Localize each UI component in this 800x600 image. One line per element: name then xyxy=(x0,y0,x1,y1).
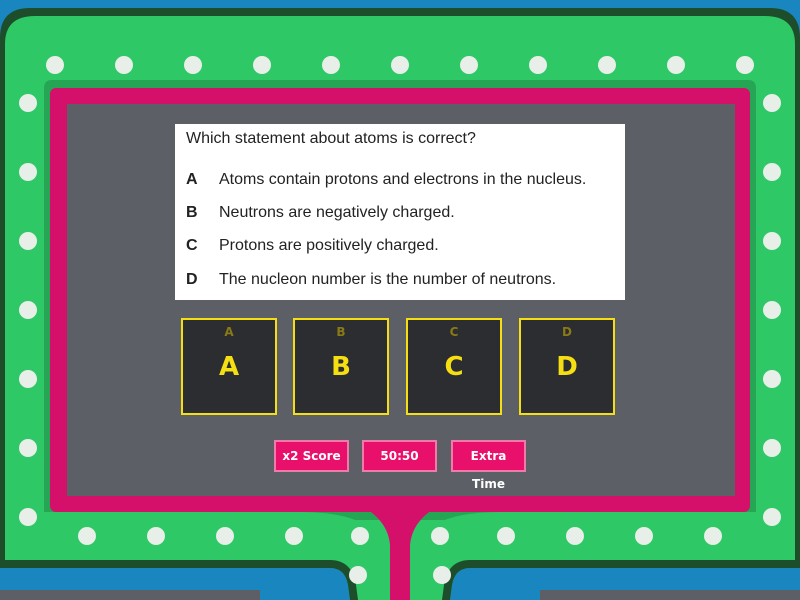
light-dot xyxy=(763,439,781,457)
answer-big-label: D xyxy=(556,352,578,382)
light-dot xyxy=(763,232,781,250)
answer-big-label: C xyxy=(444,352,464,382)
option-text: Atoms contain protons and electrons in the nucleus. xyxy=(219,171,587,188)
light-dot xyxy=(431,527,449,545)
double-score-button[interactable]: x2 Score xyxy=(274,440,349,472)
light-dot xyxy=(704,527,722,545)
light-dot xyxy=(216,527,234,545)
light-dot xyxy=(497,527,515,545)
answer-button-b[interactable] xyxy=(293,318,389,415)
light-dot xyxy=(763,301,781,319)
fifty-fifty-button[interactable]: 50:50 xyxy=(362,440,437,472)
option-letter: D xyxy=(186,271,198,288)
question-text: Which statement about atoms is correct? xyxy=(186,130,476,147)
light-dot xyxy=(635,527,653,545)
option-letter: B xyxy=(186,204,198,221)
bottom-right-gray-strip xyxy=(540,590,800,600)
answer-big-label: B xyxy=(331,352,351,382)
light-dot xyxy=(19,370,37,388)
answer-button-d[interactable] xyxy=(519,318,615,415)
option-letter: C xyxy=(186,237,198,254)
light-dot xyxy=(763,94,781,112)
light-dot xyxy=(763,370,781,388)
option-text: The nucleon number is the number of neutrons. xyxy=(219,271,557,288)
option-text: Neutrons are negatively charged. xyxy=(219,204,455,221)
answer-button-a[interactable] xyxy=(181,318,277,415)
light-dot xyxy=(19,232,37,250)
question-card xyxy=(175,124,625,300)
answer-big-label: A xyxy=(218,352,240,382)
light-dot xyxy=(433,566,451,584)
bottom-left-gray-strip xyxy=(0,590,260,600)
light-dot xyxy=(391,56,409,74)
answer-button-c[interactable] xyxy=(406,318,502,415)
light-dot xyxy=(285,527,303,545)
light-dot xyxy=(667,56,685,74)
light-dot xyxy=(19,508,37,526)
option-text: Protons are positively charged. xyxy=(219,237,439,254)
answer-small-label: D xyxy=(562,325,572,339)
light-dot xyxy=(19,301,37,319)
light-dot xyxy=(253,56,271,74)
light-dot xyxy=(46,56,64,74)
light-dot xyxy=(322,56,340,74)
light-dot xyxy=(115,56,133,74)
light-dot xyxy=(147,527,165,545)
light-dot xyxy=(763,163,781,181)
option-letter: A xyxy=(186,171,198,188)
light-dot xyxy=(566,527,584,545)
light-dot xyxy=(78,527,96,545)
light-dot xyxy=(349,566,367,584)
light-dot xyxy=(19,94,37,112)
light-dot xyxy=(19,439,37,457)
light-dot xyxy=(460,56,478,74)
light-dot xyxy=(529,56,547,74)
answer-small-label: A xyxy=(224,325,234,339)
extra-time-button[interactable]: Extra Time xyxy=(451,440,526,472)
light-dot xyxy=(763,508,781,526)
answer-small-label: B xyxy=(336,325,346,339)
light-dot xyxy=(184,56,202,74)
answer-small-label: C xyxy=(449,325,459,339)
light-dot xyxy=(19,163,37,181)
light-dot xyxy=(351,527,369,545)
light-dot xyxy=(736,56,754,74)
light-dot xyxy=(598,56,616,74)
